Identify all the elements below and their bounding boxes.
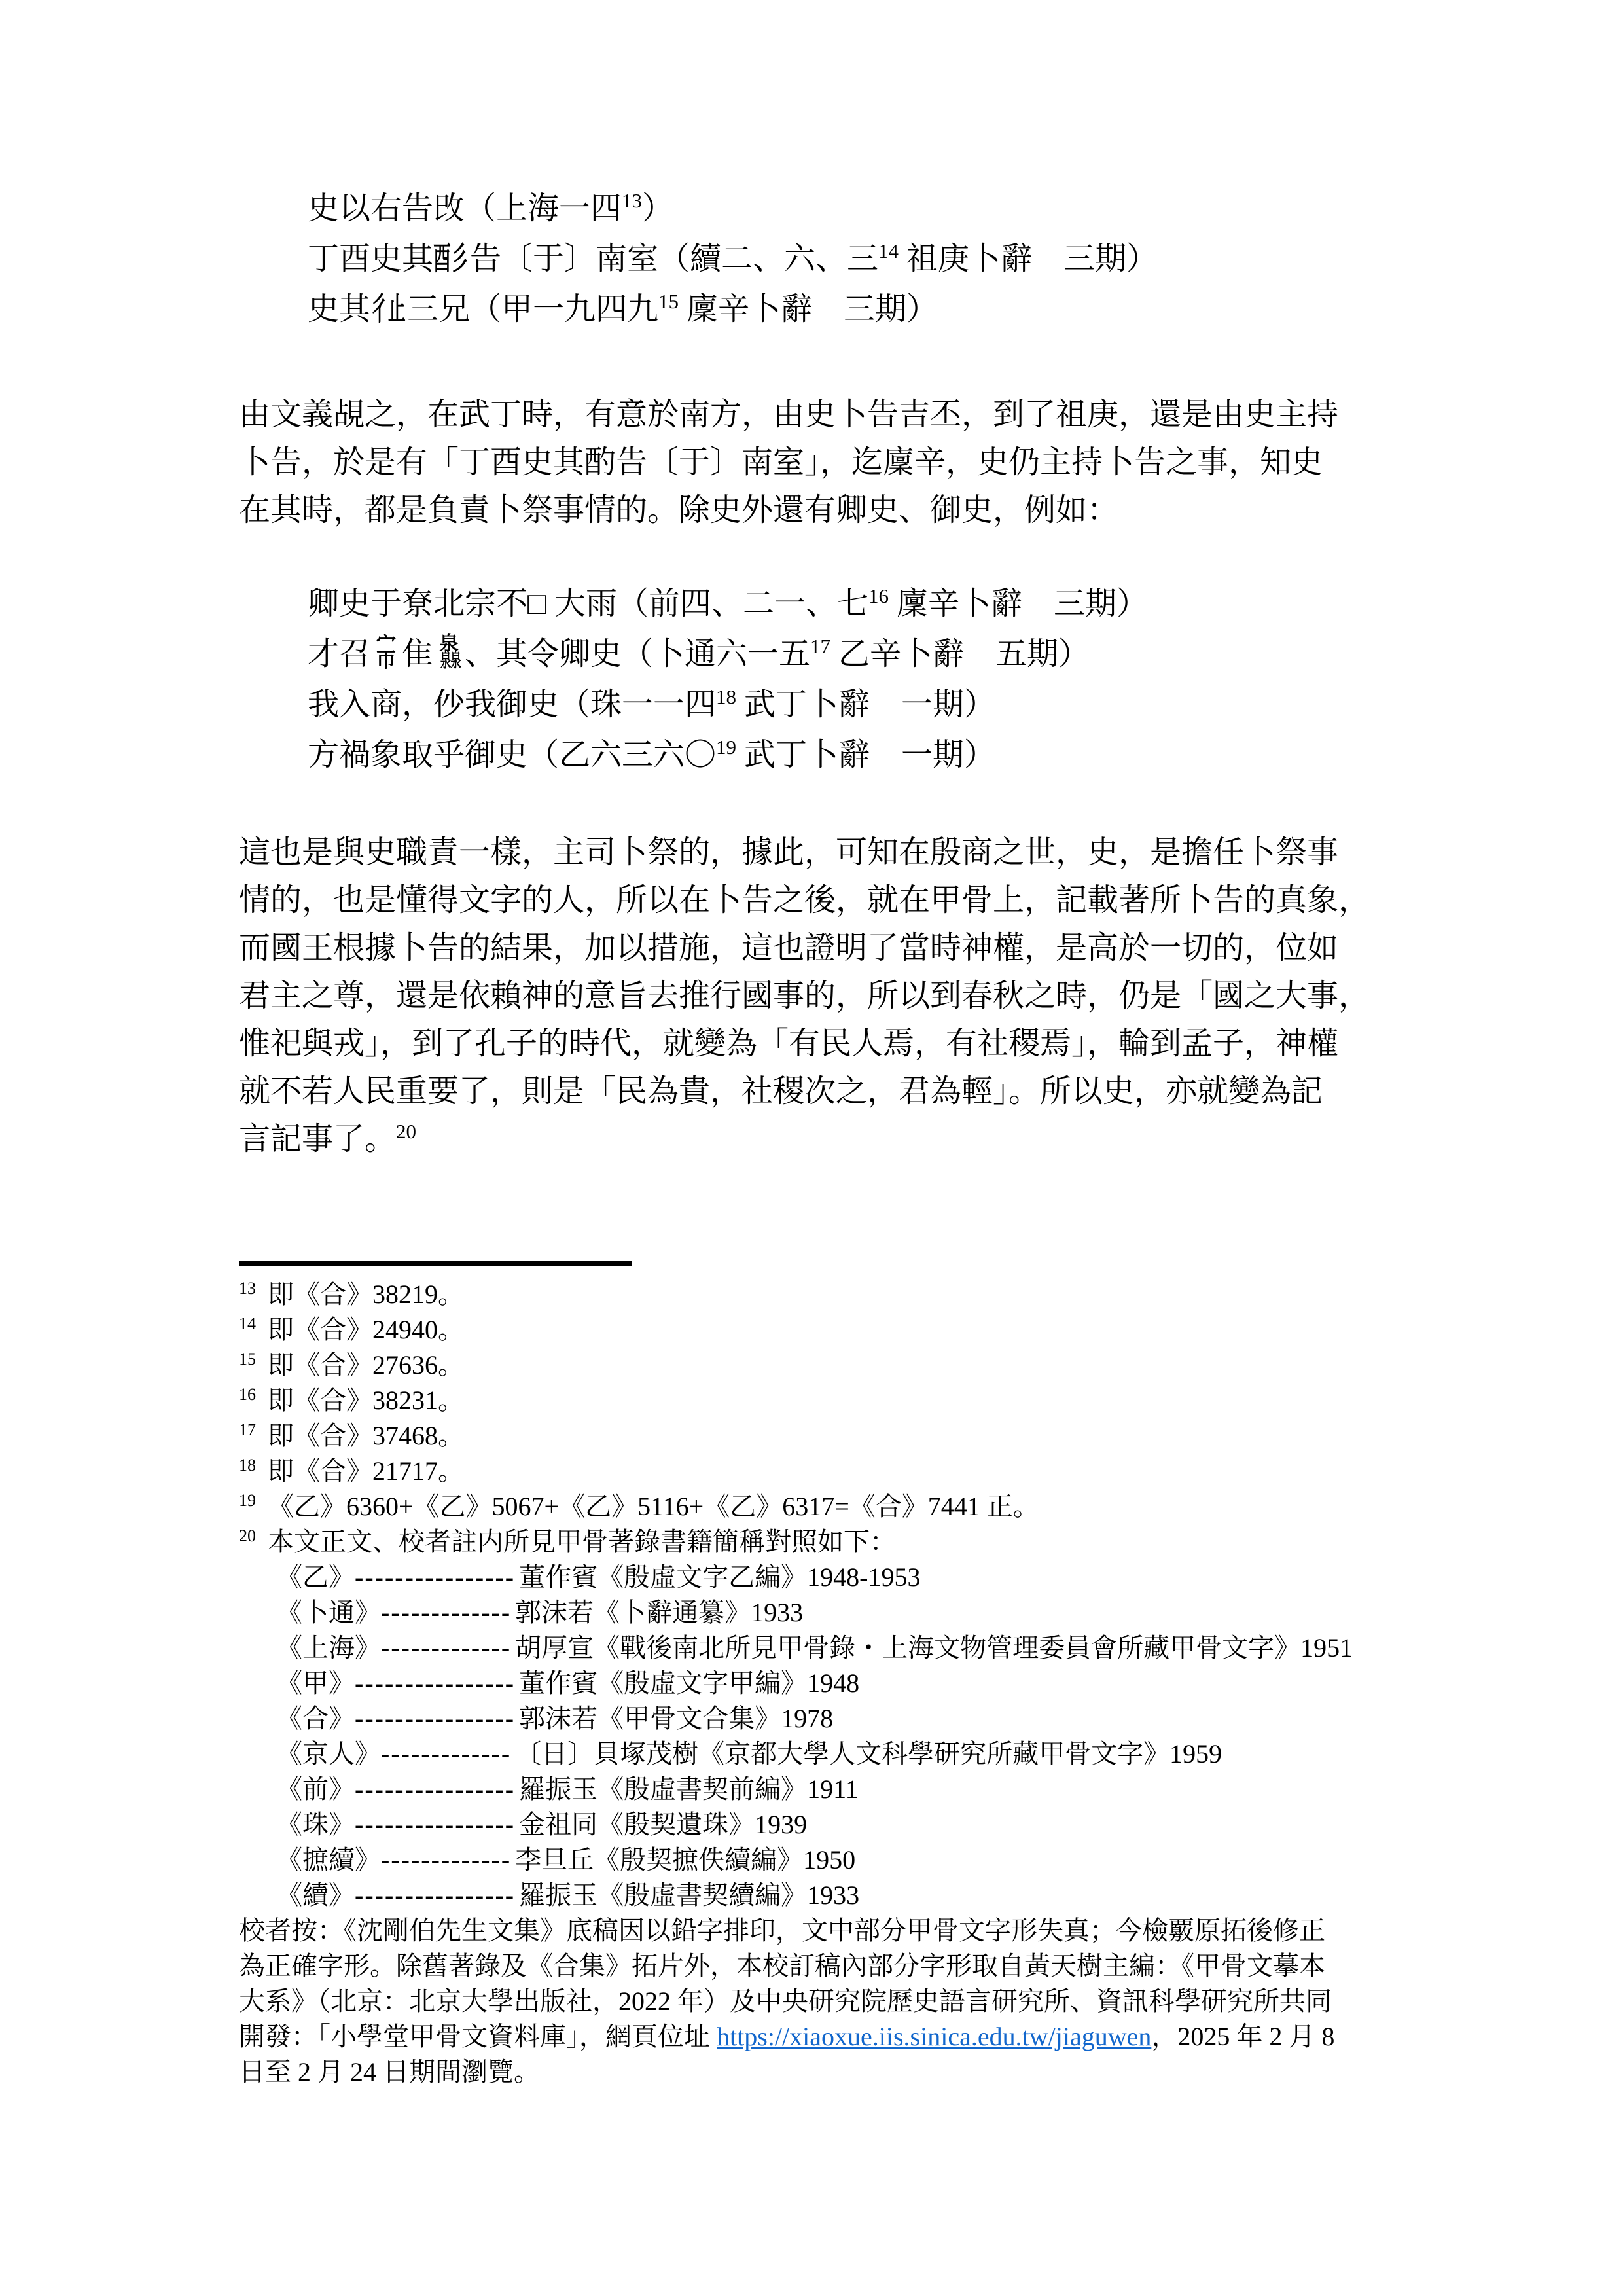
footnote-18 bbox=[239, 1454, 1391, 1489]
quote-block-2 bbox=[308, 579, 1391, 780]
citation: 金祖同《殷契遺珠》1939 bbox=[519, 1810, 808, 1839]
footnote-19 bbox=[239, 1489, 1391, 1524]
oracle-glyph-chi-zhi bbox=[370, 284, 407, 334]
footnote-17 bbox=[239, 1418, 1391, 1454]
quote-line bbox=[308, 629, 1391, 679]
footnote-text: 即《合》27636。 bbox=[268, 1350, 464, 1380]
citation: 郭沫若《卜辭通纂》1933 bbox=[515, 1598, 804, 1627]
table-row bbox=[276, 1560, 1391, 1595]
footnote-ref-20: 20 bbox=[396, 1120, 417, 1143]
footnote-text: 即《合》21717。 bbox=[268, 1456, 464, 1486]
body-paragraph-2 bbox=[239, 829, 1391, 1163]
footnote-number: 19 bbox=[239, 1490, 256, 1510]
glyph-part: 宀 bbox=[376, 633, 397, 655]
dash-leader: ---------------- bbox=[355, 1810, 516, 1839]
dash-leader: ---------------- bbox=[355, 1562, 516, 1592]
paragraph-line: 由文義覘之，在武丁時，有意於南方，由史卜告吉丕，到了祖庚，還是由史主持 bbox=[239, 397, 1339, 432]
quote-text: 史以右告攺（上海一四 bbox=[308, 191, 622, 226]
footnote-number: 16 bbox=[239, 1384, 256, 1404]
oracle-glyph-mian-za bbox=[370, 633, 402, 672]
oracle-glyph-triple-quan bbox=[433, 633, 465, 672]
glyph-part: 止 bbox=[387, 292, 406, 327]
quote-text: 廩辛卜辭 三期） bbox=[679, 292, 938, 327]
abbreviation: 《甲》 bbox=[276, 1668, 355, 1698]
abbreviation: 《合》 bbox=[276, 1704, 355, 1733]
glyph-part: 泉泉 bbox=[440, 650, 461, 672]
paragraph-line: 這也是與史職責一樣，主司卜祭的，據此，可知在殷商之世，史，是擔任卜祭事 bbox=[239, 835, 1339, 870]
table-row bbox=[276, 1772, 1391, 1807]
table-row bbox=[276, 1878, 1391, 1913]
quote-text: 告〔于〕南室（續二、六、三 bbox=[470, 242, 879, 276]
citation: 郭沫若《甲骨文合集》1978 bbox=[519, 1704, 834, 1733]
table-row bbox=[276, 1630, 1391, 1666]
quote-block-1 bbox=[308, 183, 1391, 334]
quote-text: 武丁卜辭 一期） bbox=[736, 738, 996, 772]
citation: 羅振玉《殷虛書契續編》1933 bbox=[519, 1880, 860, 1910]
quote-line bbox=[308, 579, 1391, 629]
footnote-ref-18: 18 bbox=[716, 685, 737, 708]
abbreviation-table bbox=[276, 1560, 1391, 1913]
quote-line bbox=[308, 679, 1391, 730]
quote-text: 隹 bbox=[402, 637, 434, 672]
footnote-text: 《乙》6360+《乙》5067+《乙》5116+《乙》6317=《合》7441 正。 bbox=[268, 1492, 1039, 1521]
footnote-16 bbox=[239, 1383, 1391, 1418]
quote-text: 、其令卿史（卜通六一五 bbox=[465, 637, 811, 672]
abbreviation: 《珠》 bbox=[276, 1810, 355, 1839]
paragraph-line: 就不若人民重要了，則是「民為貴，社稷次之，君為輕」。所以史，亦就變為記 bbox=[239, 1074, 1323, 1109]
footnote-number: 18 bbox=[239, 1455, 256, 1475]
footnote-13 bbox=[239, 1277, 1391, 1312]
footnote-ref-17: 17 bbox=[810, 635, 831, 658]
quote-line bbox=[308, 234, 1391, 284]
paragraph-line: 惟祀與戎」，到了孔子的時代，就變為「有民人焉，有社稷焉」，輪到孟子，神權 bbox=[239, 1026, 1339, 1061]
note-text: 開發：「小學堂甲骨文資料庫」，網頁位址 bbox=[239, 2022, 717, 2051]
footnote-number: 14 bbox=[239, 1314, 256, 1333]
dash-leader: ---------------- bbox=[355, 1704, 516, 1733]
citation: 胡厚宣《戰後南北所見甲骨錄・上海文物管理委員會所藏甲骨文字》1951 bbox=[515, 1633, 1353, 1662]
quote-text: 卿史于尞北宗不□ 大雨（前四、二一、七 bbox=[308, 586, 868, 621]
quote-text: 方禍象取乎御史（乙六三六〇 bbox=[308, 738, 717, 772]
quote-text: 三兄（甲一九四九 bbox=[407, 292, 659, 327]
abbreviation: 《京人》 bbox=[276, 1739, 381, 1768]
footnotes-area bbox=[239, 1277, 1391, 2090]
footnote-14 bbox=[239, 1312, 1391, 1348]
citation: 李旦丘《殷契摭佚續編》1950 bbox=[515, 1845, 856, 1874]
note-line bbox=[239, 2019, 1391, 2054]
footnote-text: 即《合》37468。 bbox=[268, 1421, 464, 1450]
table-row bbox=[276, 1736, 1391, 1772]
oracle-glyph-you-shan bbox=[433, 234, 470, 284]
abbreviation: 《前》 bbox=[276, 1774, 355, 1804]
abbreviation: 《乙》 bbox=[276, 1562, 355, 1592]
paragraph-line: 在其時，都是負責卜祭事情的。除史外還有卿史、御史，例如： bbox=[239, 493, 1119, 528]
paragraph-line: 而國王根據卜告的結果，加以措施，這也證明了當時神權，是高於一切的，位如 bbox=[239, 931, 1339, 965]
glyph-part: 酉 bbox=[433, 242, 451, 276]
footnote-text: 即《合》38219。 bbox=[268, 1280, 464, 1309]
paragraph-line bbox=[239, 1115, 1391, 1163]
paragraph-text: 言記事了。 bbox=[239, 1122, 397, 1157]
external-link[interactable]: https://xiaoxue.iis.sinica.edu.tw/jiaguwen bbox=[717, 2022, 1152, 2051]
note-line: 日至 2 月 24 日期間瀏覽。 bbox=[239, 2057, 540, 2087]
quote-text: 史其 bbox=[308, 292, 371, 327]
quote-text: 我入商，仯我御史（珠一一四 bbox=[308, 687, 717, 722]
dash-leader: ---------------- bbox=[355, 1668, 516, 1698]
note-line: 大系》（北京：北京大學出版社，2022 年）及中央研究院歷史語言研究所、資訊科學研究所共同 bbox=[239, 1986, 1332, 2016]
dash-leader: ---------------- bbox=[355, 1880, 516, 1910]
footnote-number: 13 bbox=[239, 1278, 256, 1298]
citation: 董作賓《殷虛文字乙編》1948-1953 bbox=[519, 1562, 921, 1592]
footnote-separator-rule bbox=[239, 1261, 632, 1266]
glyph-part: 帀 bbox=[376, 650, 397, 672]
footnote-20 bbox=[239, 1524, 1391, 1560]
footnote-15 bbox=[239, 1348, 1391, 1383]
quote-text: 祖庚卜辭 三期） bbox=[899, 242, 1158, 276]
footnote-number: 20 bbox=[239, 1526, 256, 1545]
table-row bbox=[276, 1807, 1391, 1842]
glyph-part: 彡 bbox=[450, 242, 469, 276]
quote-text: ） bbox=[642, 191, 674, 226]
paragraph-line: 情的，也是懂得文字的人，所以在卜告之後，就在甲骨上，記載著所卜告的真象， bbox=[239, 883, 1370, 918]
table-row bbox=[276, 1842, 1391, 1878]
footnote-ref-16: 16 bbox=[868, 584, 889, 607]
quote-line bbox=[308, 284, 1391, 334]
dash-leader: ------------- bbox=[381, 1598, 512, 1627]
abbreviation: 《續》 bbox=[276, 1880, 355, 1910]
proofreader-note bbox=[239, 1913, 1391, 2090]
quote-text: 丁酉史其 bbox=[308, 242, 434, 276]
dash-leader: ------------- bbox=[381, 1739, 512, 1768]
quote-text: 才召 bbox=[308, 637, 371, 672]
quote-text: 廩辛卜辭 三期） bbox=[889, 586, 1149, 621]
glyph-part: 彳 bbox=[370, 292, 388, 327]
table-row bbox=[276, 1666, 1391, 1701]
quote-line bbox=[308, 730, 1391, 780]
note-line: 校者按：《沈剛伯先生文集》底稿因以鉛字排印，文中部分甲骨文字形失真；今檢覈原拓後修正 bbox=[239, 1916, 1325, 1945]
footnote-ref-13: 13 bbox=[622, 189, 643, 212]
dash-leader: ---------------- bbox=[355, 1774, 516, 1804]
quote-line bbox=[308, 183, 1391, 234]
quote-text: 乙辛卜辭 五期） bbox=[830, 637, 1090, 672]
note-text: ，2025 年 2 月 8 bbox=[1151, 2022, 1335, 2051]
abbreviation: 《摭續》 bbox=[276, 1845, 381, 1874]
footnote-ref-19: 19 bbox=[716, 736, 737, 759]
table-row bbox=[276, 1701, 1391, 1736]
dash-leader: ------------- bbox=[381, 1633, 512, 1662]
abbreviation: 《上海》 bbox=[276, 1633, 381, 1662]
dash-leader: ------------- bbox=[381, 1845, 512, 1874]
footnote-text: 本文正文、校者註内所見甲骨著錄書籍簡稱對照如下： bbox=[268, 1527, 896, 1556]
footnote-number: 17 bbox=[239, 1420, 256, 1439]
quote-text: 武丁卜辭 一期） bbox=[736, 687, 996, 722]
paragraph-line: 君主之尊，還是依賴神的意旨去推行國事的，所以到春秋之時，仍是「國之大事， bbox=[239, 978, 1370, 1013]
note-line: 為正確字形。除舊著錄及《合集》拓片外，本校訂稿內部分字形取自黃天樹主編：《甲骨文摹本 bbox=[239, 1951, 1325, 1981]
citation: 董作賓《殷虛文字甲編》1948 bbox=[519, 1668, 860, 1698]
paragraph-line: 卜告，於是有「丁酉史其酌告〔于〕南室」，迄廩辛，史仍主持卜告之事，知史 bbox=[239, 445, 1323, 480]
body-paragraph-1 bbox=[239, 391, 1391, 534]
footnote-text: 即《合》38231。 bbox=[268, 1386, 464, 1415]
citation: 羅振玉《殷虛書契前編》1911 bbox=[519, 1774, 859, 1804]
citation: 〔日〕貝塚茂樹《京都大學人文科學研究所藏甲骨文字》1959 bbox=[515, 1739, 1222, 1768]
table-row bbox=[276, 1595, 1391, 1630]
footnote-ref-15: 15 bbox=[658, 290, 679, 313]
footnote-number: 15 bbox=[239, 1349, 256, 1369]
glyph-part: 泉 bbox=[439, 633, 459, 655]
footnote-text: 即《合》24940。 bbox=[268, 1315, 464, 1344]
footnote-ref-14: 14 bbox=[878, 240, 899, 262]
abbreviation: 《卜通》 bbox=[276, 1598, 381, 1627]
